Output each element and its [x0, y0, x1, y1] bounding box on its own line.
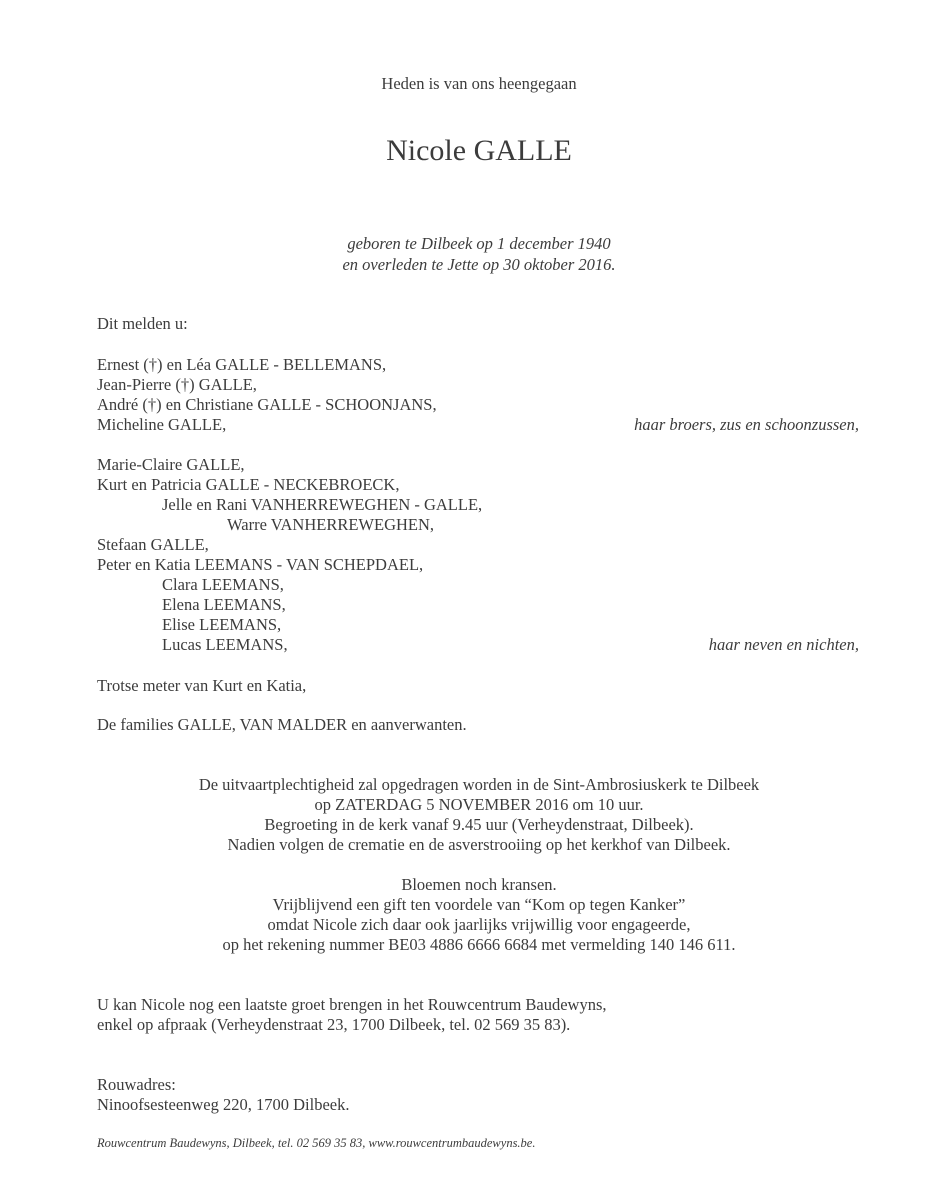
ceremony-line: Nadien volgen de crematie en de asverstrooiing op het kerkhof van Dilbeek. [227, 835, 731, 854]
death-line: en overleden te Jette op 30 oktober 2016. [342, 254, 616, 274]
nephews-relation: haar neven en nichten, [708, 635, 859, 654]
visit-line: enkel op afpraak (Verheydenstraat 23, 1700 Dilbeek, tel. 02 569 35 83). [97, 1015, 571, 1034]
donation-line: Bloemen noch kransen. [401, 875, 557, 894]
donation-line: omdat Nicole zich daar ook jaarlijks vrijwillig voor engageerde, [267, 915, 691, 934]
nephew-line: Elise LEEMANS, [162, 615, 282, 634]
ceremony-line: Begroeting in de kerk vanaf 9.45 uur (Verheydenstraat, Dilbeek). [264, 815, 694, 834]
nephew-line: Elena LEEMANS, [162, 595, 286, 614]
godmother-text: Trotse meter van Kurt en Katia, [97, 676, 307, 695]
nephew-line: Jelle en Rani VANHERREWEGHEN - GALLE, [162, 495, 483, 514]
donation-line: Vrijblijvend een gift ten voordele van “Kom op tegen Kanker” [272, 895, 686, 914]
siblings-relation: haar broers, zus en schoonzussen, [634, 415, 859, 434]
nephew-line: Marie-Claire GALLE, [97, 455, 245, 474]
nephew-line: Stefaan GALLE, [97, 535, 209, 554]
sibling-line: Jean-Pierre (†) GALLE, [97, 375, 257, 394]
ceremony-line: De uitvaartplechtigheid zal opgedragen worden in de Sint-Ambrosiuskerk te Dilbeek [198, 775, 760, 794]
funeral-home-footer: Rouwcentrum Baudewyns, Dilbeek, tel. 02 569 35 83, www.rouwcentrumbaudewyns.be. [97, 1136, 536, 1150]
sibling-line: Ernest (†) en Léa GALLE - BELLEMANS, [97, 355, 387, 374]
nephew-line: Peter en Katia LEEMANS - VAN SCHEPDAEL, [97, 555, 424, 574]
nephew-line: Warre VANHERREWEGHEN, [227, 515, 435, 534]
birth-line: geboren te Dilbeek op 1 december 1940 [347, 234, 611, 253]
ceremony-line: op ZATERDAG 5 NOVEMBER 2016 om 10 uur. [314, 795, 644, 814]
address-value: Ninoofsesteenweg 220, 1700 Dilbeek. [97, 1095, 350, 1114]
nephew-line: Clara LEEMANS, [162, 575, 284, 594]
donation-block [0, 875, 947, 955]
nephew-line: Lucas LEEMANS, [162, 635, 288, 654]
birth-death-block [0, 234, 947, 275]
announce-text: Dit melden u: [97, 314, 188, 333]
deceased-name: Nicole GALLE [386, 134, 572, 167]
donation-line: op het rekening nummer BE03 4886 6666 6684 met vermelding 140 146 611. [222, 935, 736, 954]
ceremony-block [0, 775, 947, 855]
families-text: De families GALLE, VAN MALDER en aanverwanten. [97, 715, 467, 734]
sibling-line: André (†) en Christiane GALLE - SCHOONJANS, [97, 395, 437, 414]
intro-text: Heden is van ons heengegaan [381, 74, 577, 93]
sibling-line: Micheline GALLE, [97, 415, 227, 434]
visit-line: U kan Nicole nog een laatste groet brengen in het Rouwcentrum Baudewyns, [97, 995, 607, 1014]
nephew-line: Kurt en Patricia GALLE - NECKEBROECK, [97, 475, 400, 494]
address-label: Rouwadres: [97, 1075, 176, 1094]
